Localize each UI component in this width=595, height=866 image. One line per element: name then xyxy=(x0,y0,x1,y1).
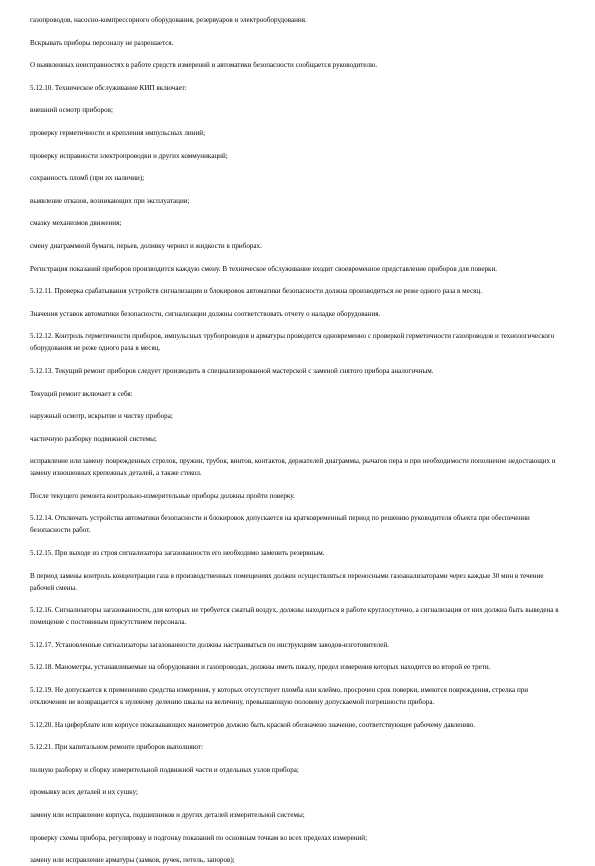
paragraph: Вскрывать приборы персоналу не разрешается. xyxy=(30,38,174,47)
section-5-12-16: 5.12.16. Сигнализаторы загазованности, для которых не требуется сжатый воздух, должны находиться в работе круглосуточно, а сигнализация от них должна быть выведена в помещение с постоянным присутствием персонала. xyxy=(30,606,559,627)
section-5-12-14: 5.12.14. Отключать устройства автоматики безопасности и блокировок допускается на кратковременный период по решению руководителя объекта при обеспечении безопасности работ. xyxy=(30,514,530,535)
list-item: частичную разборку подвижной системы; xyxy=(30,434,157,443)
list-item: замену или исправление арматуры (замков, ручек, петель, запоров); xyxy=(30,856,235,865)
list-item: сохранность пломб (при их наличии); xyxy=(30,174,145,183)
paragraph-continuation: газопроводов, насосно-компрессорного оборудования, резервуаров и электрооборудования. xyxy=(30,16,307,24)
list-item: наружный осмотр, вскрытие и чистку прибора; xyxy=(30,412,173,421)
list-item: выявление отказов, возникающих при эксплуатации; xyxy=(30,196,190,205)
section-5-12-13: 5.12.13. Текущий ремонт приборов следует производить в специализированной мастерской с заменой снятого прибора аналогичным. xyxy=(30,366,434,375)
list-item: замену или исправление корпуса, подшипников и других деталей измерительной системы; xyxy=(30,811,305,819)
section-5-12-19: 5.12.19. Не допускается к применению средства измерения, у которых отсутствует пломба или клеймо, просрочен срок поверки, имеются повреждения, стрелка при отключении не возвращается к нулевому делению шкалы на величину, превышающую половину допускаемой погрешности прибора. xyxy=(30,686,529,707)
list-item: полную разборку и сборку измерительной подвижной части и отдельных узлов прибора; xyxy=(30,765,299,774)
section-heading-5-12-21: 5.12.21. При капитальном ремонте приборов выполняют: xyxy=(30,743,203,752)
list-item: проверку герметичности и крепления импульсных линий; xyxy=(30,128,206,137)
section-5-12-15: 5.12.15. При выходе из строя сигнализатора загазованности его необходимо заменить резервным. xyxy=(30,549,325,558)
section-heading-5-12-10: 5.12.10. Техническое обслуживание КИП включает: xyxy=(30,83,187,92)
section-5-12-12: 5.12.12. Контроль герметичности приборов, импульсных трубопроводов и арматуры проводится одновременно с проверкой герметичности газопроводов и технологического оборудования не реже одного раза в месяц. xyxy=(30,332,555,353)
section-5-12-20: 5.12.20. На циферблате или корпусе показывающих манометров должно быть краской обозначено значение, соответствующее рабочему давлению. xyxy=(30,720,476,729)
paragraph: О выявленных неисправностях в работе средств измерений и автоматики безопасности сообщается руководителю. xyxy=(30,61,378,70)
list-item: проверку схемы прибора, регулировку и подгонку показаний по основным точкам во всех пределах измерений; xyxy=(30,833,368,842)
list-item: внешний осмотр приборов; xyxy=(30,106,113,115)
section-5-12-18: 5.12.18. Манометры, устанавливаемые на оборудовании и газопроводах, должны иметь шкалу, предел измерения которых находится во второй ее трети. xyxy=(30,663,491,672)
list-item: смену диаграммной бумаги, перьев, доливку чернил и жидкости в приборах. xyxy=(30,241,262,250)
paragraph: Регистрация показаний приборов производится каждую смену. В техническое обслуживание входит своевременное представление приборов для поверки. xyxy=(30,264,498,273)
section-5-12-11: 5.12.11. Проверка срабатывания устройств сигнализации и блокировок автоматики безопасности должна производиться не реже одного раза в месяц. xyxy=(30,287,482,296)
list-item: смазку механизмов движения; xyxy=(30,219,122,228)
list-item: промывку всех деталей и их сушку; xyxy=(30,788,138,797)
list-item: исправление или замену поврежденных стрелок, пружин, трубок, винтов, контактов, держателей диаграммы, рычагов пера и при необходимости пополнение недостающих и замену изношенных крепежных деталей, а также стекол. xyxy=(30,457,556,478)
paragraph: В период замены контроль концентрации газа в производственных помещениях должен осуществляться переносными газоанализаторами через каждые 30 мин в течение рабочей смены. xyxy=(30,571,544,592)
paragraph: Значения уставок автоматики безопасности, сигнализации должны соответствовать отчету о наладке оборудования. xyxy=(30,309,381,318)
paragraph: После текущего ремонта контрольно-измерительные приборы должны пройти поверку. xyxy=(30,491,295,500)
section-5-12-17: 5.12.17. Установленные сигнализаторы загазованности должны настраиваться по инструкциям заводов-изготовителей. xyxy=(30,640,389,649)
list-item: проверку исправности электропроводки и других коммуникаций; xyxy=(30,151,228,160)
paragraph: Текущий ремонт включает в себя: xyxy=(30,389,133,398)
